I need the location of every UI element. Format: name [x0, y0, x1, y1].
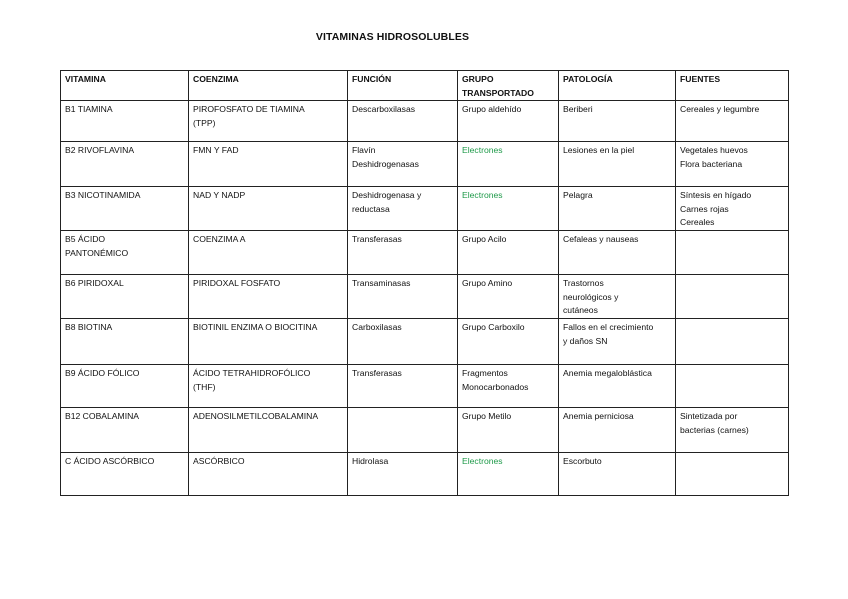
- cell-vitamina: B12 COBALAMINA: [61, 407, 189, 452]
- cell-patologia: Anemia megaloblástica: [559, 364, 676, 407]
- cell-coenzima: [189, 275, 348, 319]
- table-row: [61, 142, 789, 187]
- fuentes-line: Cereales: [680, 217, 715, 228]
- fuentes-line: Vegetales huevos: [680, 145, 748, 156]
- cell-patologia: Anemia perniciosa: [559, 407, 676, 452]
- cell-patologia: Cefaleas y nauseas: [559, 231, 676, 275]
- table-row: [61, 231, 789, 275]
- header-fuentes: FUENTES: [676, 71, 789, 101]
- cell-fuentes: [676, 452, 789, 495]
- cell-funcion: [348, 187, 458, 231]
- cell-funcion: Transferasas: [348, 231, 458, 275]
- cell-grupo: Electrones: [458, 187, 559, 231]
- table-row: [61, 452, 789, 495]
- fuentes-line: Sintetizada por: [680, 410, 738, 421]
- cell-fuentes: [676, 275, 789, 319]
- cell-vitamina: B9 ÁCIDO FÓLICO: [61, 364, 189, 407]
- cell-grupo: [458, 364, 559, 407]
- fuentes-line: bacterias (carnes): [680, 424, 749, 435]
- cell-coenzima: [189, 364, 348, 407]
- cell-fuentes: [676, 318, 789, 364]
- cell-funcion: Transferasas: [348, 364, 458, 407]
- patologia-line: Trastornos: [563, 278, 604, 289]
- table-row: [61, 364, 789, 407]
- cell-funcion: [348, 407, 458, 452]
- cell-patologia: Lesiones en la piel: [559, 142, 676, 187]
- table-row: [61, 187, 789, 231]
- cell-grupo: Grupo Acilo: [458, 231, 559, 275]
- fuentes-line: Cereales y legumbre: [680, 104, 760, 115]
- cell-grupo: Electrones: [458, 452, 559, 495]
- cell-patologia: [559, 318, 676, 364]
- cell-fuentes: [676, 187, 789, 231]
- coenzima-line: ADENOSILMETILCOBALAMINA: [193, 410, 319, 421]
- coenzima-line: NAD Y NADP: [193, 190, 246, 201]
- cell-fuentes: [676, 407, 789, 452]
- coenzima-line: PIRIDOXAL FOSFATO: [193, 278, 281, 289]
- header-grupo-transportado: [458, 71, 559, 101]
- funcion-line: reductasa: [352, 203, 390, 214]
- cell-coenzima: [189, 101, 348, 142]
- coenzima-line: FMN Y FAD: [193, 145, 239, 156]
- cell-funcion: Descarboxilasas: [348, 101, 458, 142]
- cell-grupo: Grupo Amino: [458, 275, 559, 319]
- table-row: [61, 407, 789, 452]
- coenzima-line: (TPP): [193, 117, 216, 128]
- cell-vitamina: [61, 231, 189, 275]
- cell-patologia: Pelagra: [559, 187, 676, 231]
- cell-patologia: [559, 275, 676, 319]
- header-coenzima: COENZIMA: [189, 71, 348, 101]
- cell-coenzima: [189, 318, 348, 364]
- cell-vitamina: B1 TIAMINA: [61, 101, 189, 142]
- cell-grupo: Grupo Metilo: [458, 407, 559, 452]
- cell-patologia: Escorbuto: [559, 452, 676, 495]
- cell-funcion: Carboxilasas: [348, 318, 458, 364]
- table-row: [61, 101, 789, 142]
- cell-vitamina: B2 RIVOFLAVINA: [61, 142, 189, 187]
- cell-coenzima: [189, 187, 348, 231]
- grupo-line: Monocarbonados: [462, 381, 529, 392]
- cell-grupo: Electrones: [458, 142, 559, 187]
- table-row: [61, 275, 789, 319]
- fuentes-line: Síntesis en hígado: [680, 190, 752, 201]
- cell-fuentes: [676, 364, 789, 407]
- cell-vitamina: C ÁCIDO ASCÓRBICO: [61, 452, 189, 495]
- coenzima-line: ÁCIDO TETRAHIDROFÓLICO: [193, 367, 311, 378]
- header-patologia: PATOLOGÍA: [559, 71, 676, 101]
- coenzima-line: COENZIMA A: [193, 234, 246, 245]
- patologia-line: y daños SN: [563, 335, 608, 346]
- cell-vitamina: B8 BIOTINA: [61, 318, 189, 364]
- coenzima-line: PIROFOSFATO DE TIAMINA: [193, 104, 305, 115]
- coenzima-line: BIOTINIL ENZIMA O BIOCITINA: [193, 321, 318, 332]
- funcion-line: Deshidrogenasa y: [352, 190, 422, 201]
- cell-coenzima: [189, 142, 348, 187]
- fuentes-line: Flora bacteriana: [680, 158, 743, 169]
- vitamina-line: PANTONÉMICO: [65, 247, 129, 258]
- header-vitamina: VITAMINA: [61, 71, 189, 101]
- cell-coenzima: [189, 231, 348, 275]
- cell-coenzima: [189, 407, 348, 452]
- header-grupo-line-2: TRANSPORTADO: [462, 87, 534, 98]
- cell-fuentes: [676, 101, 789, 142]
- cell-funcion: Hidrolasa: [348, 452, 458, 495]
- cell-funcion: [348, 142, 458, 187]
- vitamins-table: [60, 70, 789, 496]
- coenzima-line: (THF): [193, 381, 216, 392]
- header-grupo-line-1: GRUPO: [462, 74, 494, 84]
- funcion-line: Flavín: [352, 145, 376, 156]
- cell-funcion: Transaminasas: [348, 275, 458, 319]
- cell-coenzima: [189, 452, 348, 495]
- cell-grupo: Grupo aldehído: [458, 101, 559, 142]
- cell-fuentes: [676, 142, 789, 187]
- funcion-line: Deshidrogenasas: [352, 158, 419, 169]
- vitamina-line: B5 ÁCIDO: [65, 234, 106, 245]
- header-funcion: FUNCIÓN: [348, 71, 458, 101]
- cell-patologia: Beriberi: [559, 101, 676, 142]
- header-row: [61, 71, 789, 101]
- fuentes-line: Carnes rojas: [680, 203, 729, 214]
- patologia-line: Fallos en el crecimiento: [563, 321, 654, 332]
- cell-vitamina: B6 PIRIDOXAL: [61, 275, 189, 319]
- coenzima-line: ASCÓRBICO: [193, 455, 245, 466]
- cell-grupo: Grupo Carboxilo: [458, 318, 559, 364]
- table-row: [61, 318, 789, 364]
- cell-fuentes: [676, 231, 789, 275]
- patologia-line: neurológicos y: [563, 291, 619, 302]
- document-title: VITAMINAS HIDROSOLUBLES: [315, 31, 470, 43]
- cell-vitamina: B3 NICOTINAMIDA: [61, 187, 189, 231]
- grupo-line: Fragmentos: [462, 367, 508, 378]
- patologia-line: cutáneos: [563, 305, 598, 316]
